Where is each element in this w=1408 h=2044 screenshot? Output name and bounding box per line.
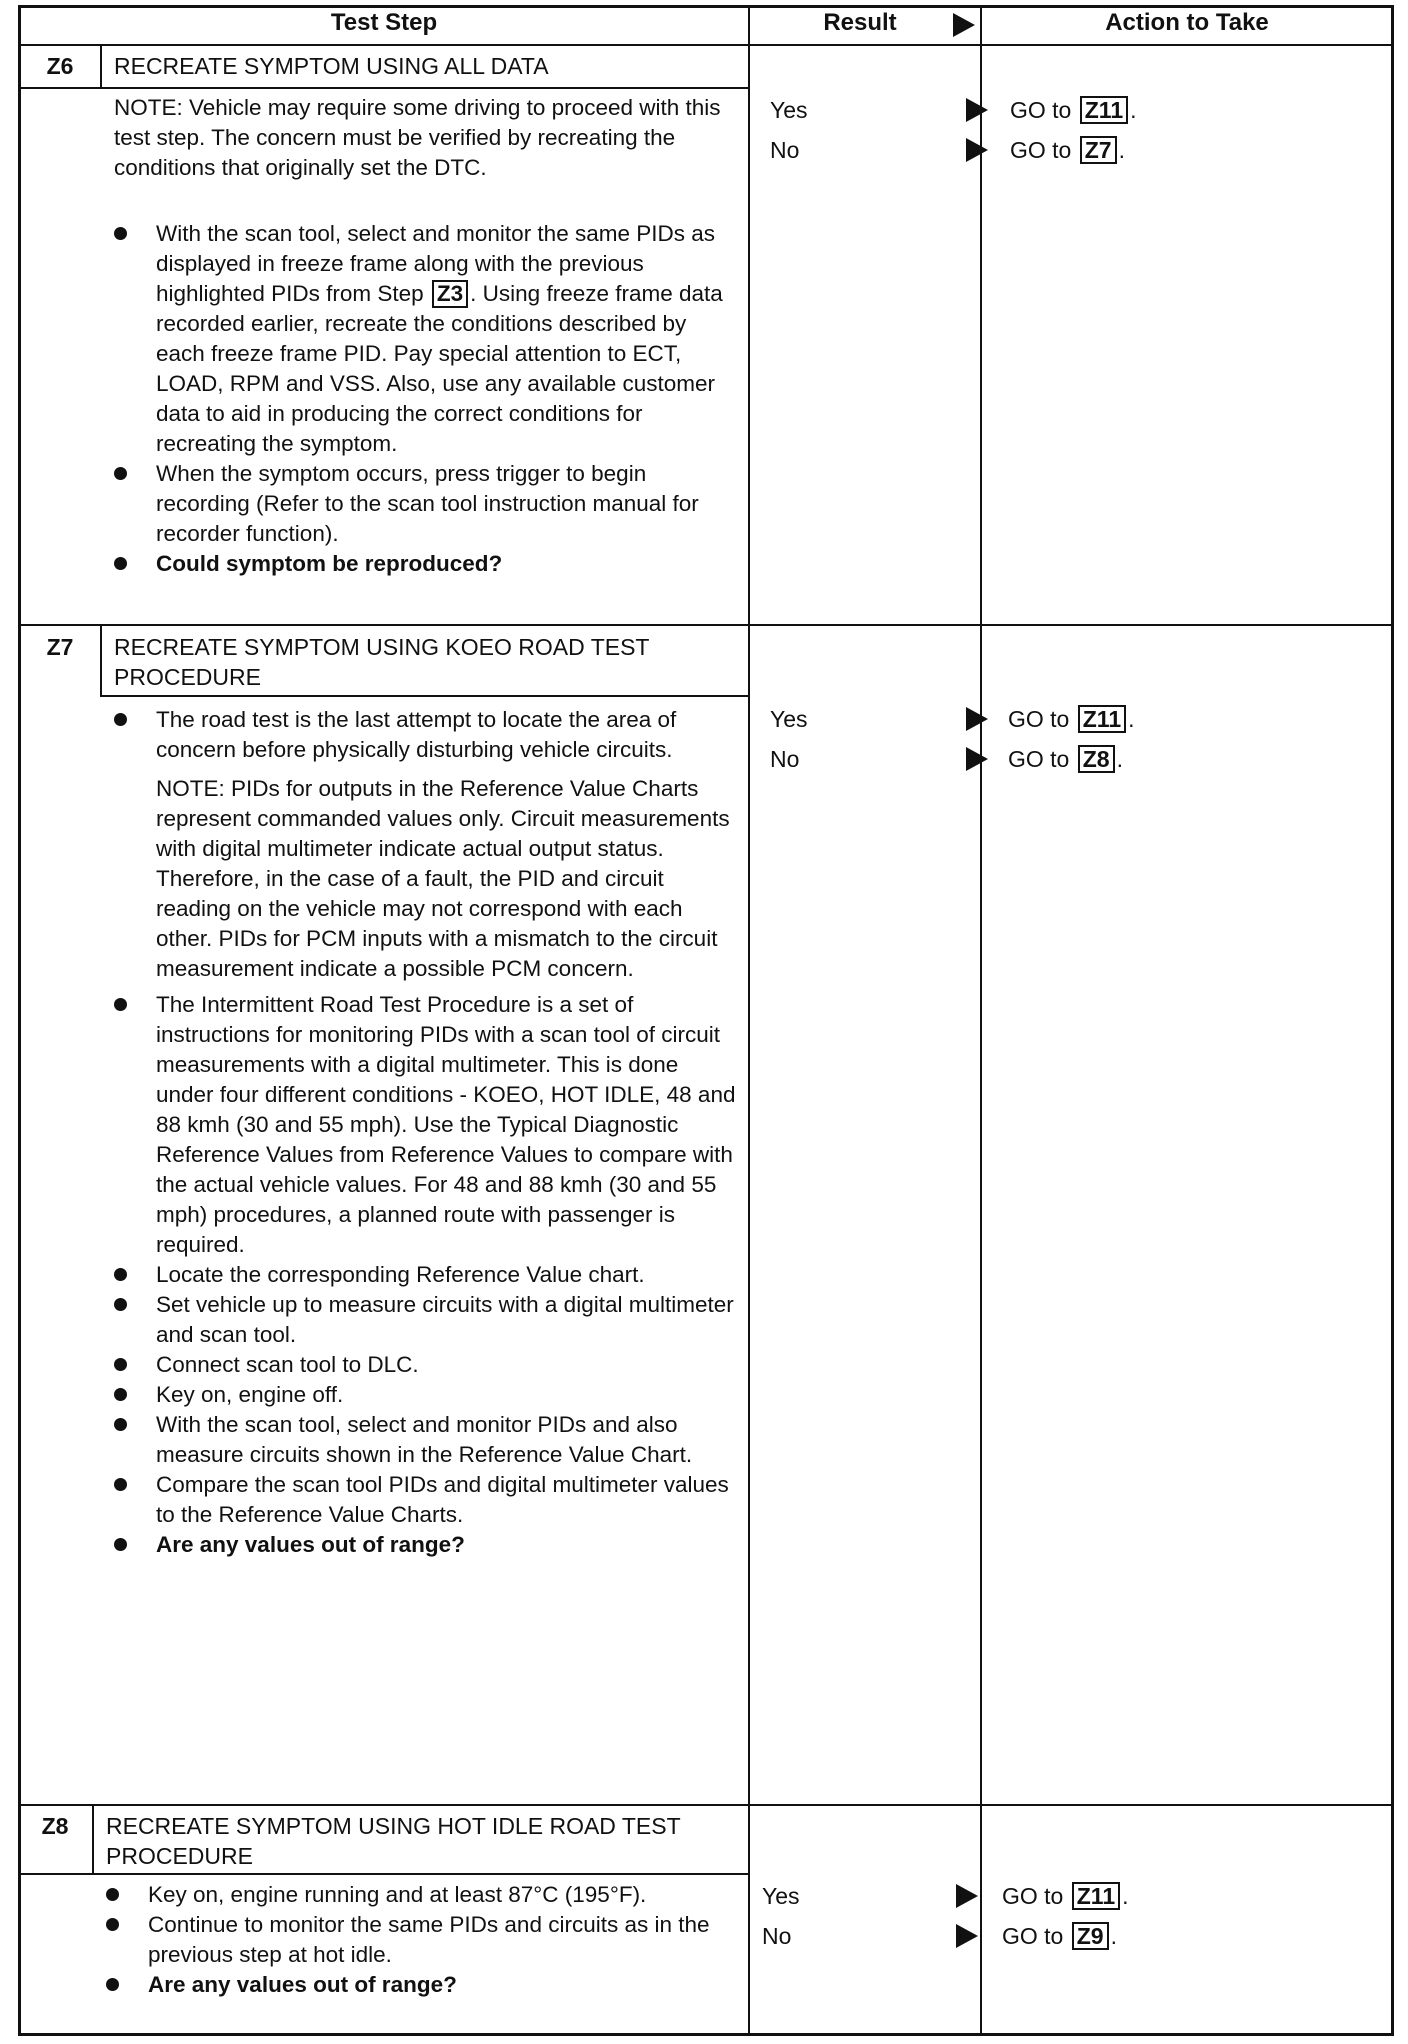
z7-item2: The Intermittent Road Test Procedure is a set of instructions for monitoring PIDs with a scan tool of circuit measurements with a digital multimeter. This is done under four different conditions - KOEO, HOT IDLE, 48 and 88 kmh (30 and 55 mph). Use the Typical Diagnostic Reference Values from Reference Values to compare with the actual vehicle values. For 48 and 88 kmh (30 and 55 mph) procedures, a planned route with passenger is required. [156, 992, 736, 1257]
action-prefix: GO to [1008, 746, 1070, 772]
arrow-icon [966, 98, 988, 122]
z7-item4: Set vehicle up to measure circuits with a digital multimeter and scan tool. [156, 1292, 734, 1347]
bullet-icon [114, 1478, 127, 1491]
z7-item5: Connect scan tool to DLC. [156, 1352, 419, 1377]
z6-title-underline [18, 87, 749, 89]
z6-item1-b: . Using freeze frame data recorded earlier, recreate the conditions described by each freeze frame PID. Pay special attention to ECT, LOAD, RPM and VSS. Also, use any available customer data to aid in producing the correct conditions for recreating the symptom. [156, 281, 723, 456]
action-suffix: . [1130, 97, 1137, 123]
header-divider [18, 44, 1394, 46]
z7-item8: Compare the scan tool PIDs and digital multimeter values to the Reference Value Charts. [156, 1472, 729, 1527]
action-prefix: GO to [1010, 137, 1072, 163]
row-divider-z7 [18, 624, 1394, 626]
z8-action-yes [1002, 1880, 1129, 1912]
bullet-icon [114, 467, 127, 480]
bullet-icon [114, 1358, 127, 1371]
z7-note: NOTE: PIDs for outputs in the Reference Value Charts represent commanded values only. Circuit measurements with digital multimeter indicate actual output status. Therefore, in the case of a fault, the PID and circuit reading on the vehicle may not correspond with each other. PIDs for PCM inputs with a mismatch to the circuit measurement indicate a possible PCM concern. [156, 776, 730, 981]
go-to-z11-link[interactable]: Z11 [1072, 1882, 1120, 1910]
bullet-icon [114, 998, 127, 1011]
bullet-icon [106, 1888, 119, 1901]
z7-question: Are any values out of range? [156, 1532, 465, 1557]
z6-result-no [770, 134, 980, 166]
arrow-icon [956, 1924, 978, 1948]
z7-item6: Key on, engine off. [156, 1382, 344, 1407]
action-prefix: GO to [1008, 706, 1070, 732]
z7-result-yes [770, 703, 980, 735]
z6-id-divider [100, 44, 102, 88]
step-title-z6: RECREATE SYMPTOM USING ALL DATA [114, 53, 549, 79]
z7-item-list [114, 705, 736, 1560]
header-result: Result [823, 9, 897, 36]
result-label: Yes [762, 1883, 800, 1909]
list-item [114, 990, 736, 1260]
bullet-icon [114, 713, 127, 726]
z7-item1: The road test is the last attempt to locate the area of concern before physically disturbing vehicle circuits. [156, 707, 677, 762]
z6-question: Could symptom be reproduced? [156, 551, 503, 576]
z6-item2: When the symptom occurs, press trigger to begin recording (Refer to the scan tool instruction manual for recorder function). [156, 461, 699, 546]
arrow-icon [966, 707, 988, 731]
list-item [114, 459, 736, 549]
z6-note: NOTE: Vehicle may require some driving to proceed with this test step. The concern must be verified by recreating the conditions that originally set the DTC. [114, 95, 721, 180]
step-id-z7: Z7 [46, 634, 74, 660]
step-title-z7: RECREATE SYMPTOM USING KOEO ROAD TEST PROCEDURE [114, 634, 650, 690]
step-ref-z3[interactable]: Z3 [432, 280, 468, 308]
z7-item3: Locate the corresponding Reference Value chart. [156, 1262, 645, 1287]
go-to-z8-link[interactable]: Z8 [1078, 745, 1115, 773]
result-label: No [770, 137, 800, 163]
z7-action-yes [1008, 703, 1135, 735]
bullet-icon [114, 1388, 127, 1401]
header-arrow-icon [953, 13, 975, 37]
action-suffix: . [1122, 1883, 1129, 1909]
result-label: Yes [770, 97, 808, 123]
z8-title-underline [18, 1873, 749, 1875]
bullet-icon [114, 1298, 127, 1311]
table-border-right [1391, 5, 1394, 2036]
z8-item1: Key on, engine running and at least 87°C (195°F). [148, 1882, 647, 1907]
action-suffix: . [1128, 706, 1135, 732]
list-item [106, 1880, 736, 1910]
go-to-z9-link[interactable]: Z9 [1072, 1922, 1109, 1950]
go-to-z11-link[interactable]: Z11 [1078, 705, 1126, 733]
step-title-z8: RECREATE SYMPTOM USING HOT IDLE ROAD TEST PROCEDURE [106, 1813, 681, 1869]
step-id-z6: Z6 [46, 53, 74, 79]
z7-action-no [1008, 743, 1123, 775]
bullet-icon [114, 1418, 127, 1431]
header-action: Action to Take [1105, 9, 1269, 36]
column-divider-action [980, 5, 982, 2036]
action-suffix: . [1116, 746, 1123, 772]
list-item [114, 1350, 736, 1380]
action-prefix: GO to [1002, 1883, 1064, 1909]
z6-action-no [1010, 134, 1125, 166]
action-prefix: GO to [1002, 1923, 1064, 1949]
list-item [114, 1290, 736, 1350]
result-label: Yes [770, 706, 808, 732]
list-item [114, 549, 736, 579]
column-divider-result [748, 5, 750, 2036]
bullet-icon [114, 557, 127, 570]
list-item [106, 1970, 736, 2000]
result-label: No [770, 746, 800, 772]
list-item [114, 1530, 736, 1560]
bullet-icon [106, 1978, 119, 1991]
go-to-z11-link[interactable]: Z11 [1080, 96, 1128, 124]
list-item [106, 1910, 736, 1970]
list-item [114, 219, 736, 459]
z7-item7: With the scan tool, select and monitor PIDs and also measure circuits shown in the Reference Value Chart. [156, 1412, 693, 1467]
list-item [114, 1380, 736, 1410]
list-item [114, 705, 736, 984]
z6-action-yes [1010, 94, 1137, 126]
z7-result-no [770, 743, 980, 775]
step-id-z8: Z8 [41, 1813, 69, 1839]
list-item [114, 1470, 736, 1530]
z6-result-yes [770, 94, 980, 126]
header-test-step: Test Step [330, 9, 438, 36]
table-border-bottom [18, 2033, 1394, 2036]
action-suffix: . [1118, 137, 1125, 163]
go-to-z7-link[interactable]: Z7 [1080, 136, 1117, 164]
action-prefix: GO to [1010, 97, 1072, 123]
list-item [114, 1260, 736, 1290]
z8-question: Are any values out of range? [148, 1972, 457, 1997]
row-divider-z8 [18, 1804, 1394, 1806]
action-suffix: . [1110, 1923, 1117, 1949]
z6-item1-a: With the scan tool, select and monitor the same PIDs as displayed in freeze frame along with the previous highlighted PIDs from Step [156, 221, 716, 306]
z7-id-divider [100, 624, 102, 696]
bullet-icon [114, 1538, 127, 1551]
arrow-icon [966, 747, 988, 771]
z6-item-list [114, 219, 736, 579]
bullet-icon [114, 1268, 127, 1281]
table-border-left [18, 5, 21, 2036]
result-label: No [762, 1923, 792, 1949]
z8-item-list [106, 1880, 736, 2000]
z7-title-underline [100, 695, 749, 697]
z8-result-no [762, 1920, 980, 1952]
z8-action-no [1002, 1920, 1117, 1952]
arrow-icon [966, 138, 988, 162]
z8-item2: Continue to monitor the same PIDs and circuits as in the previous step at hot idle. [148, 1912, 710, 1967]
z8-result-yes [762, 1880, 980, 1912]
bullet-icon [114, 227, 127, 240]
list-item [114, 1410, 736, 1470]
bullet-icon [106, 1918, 119, 1931]
arrow-icon [956, 1884, 978, 1908]
